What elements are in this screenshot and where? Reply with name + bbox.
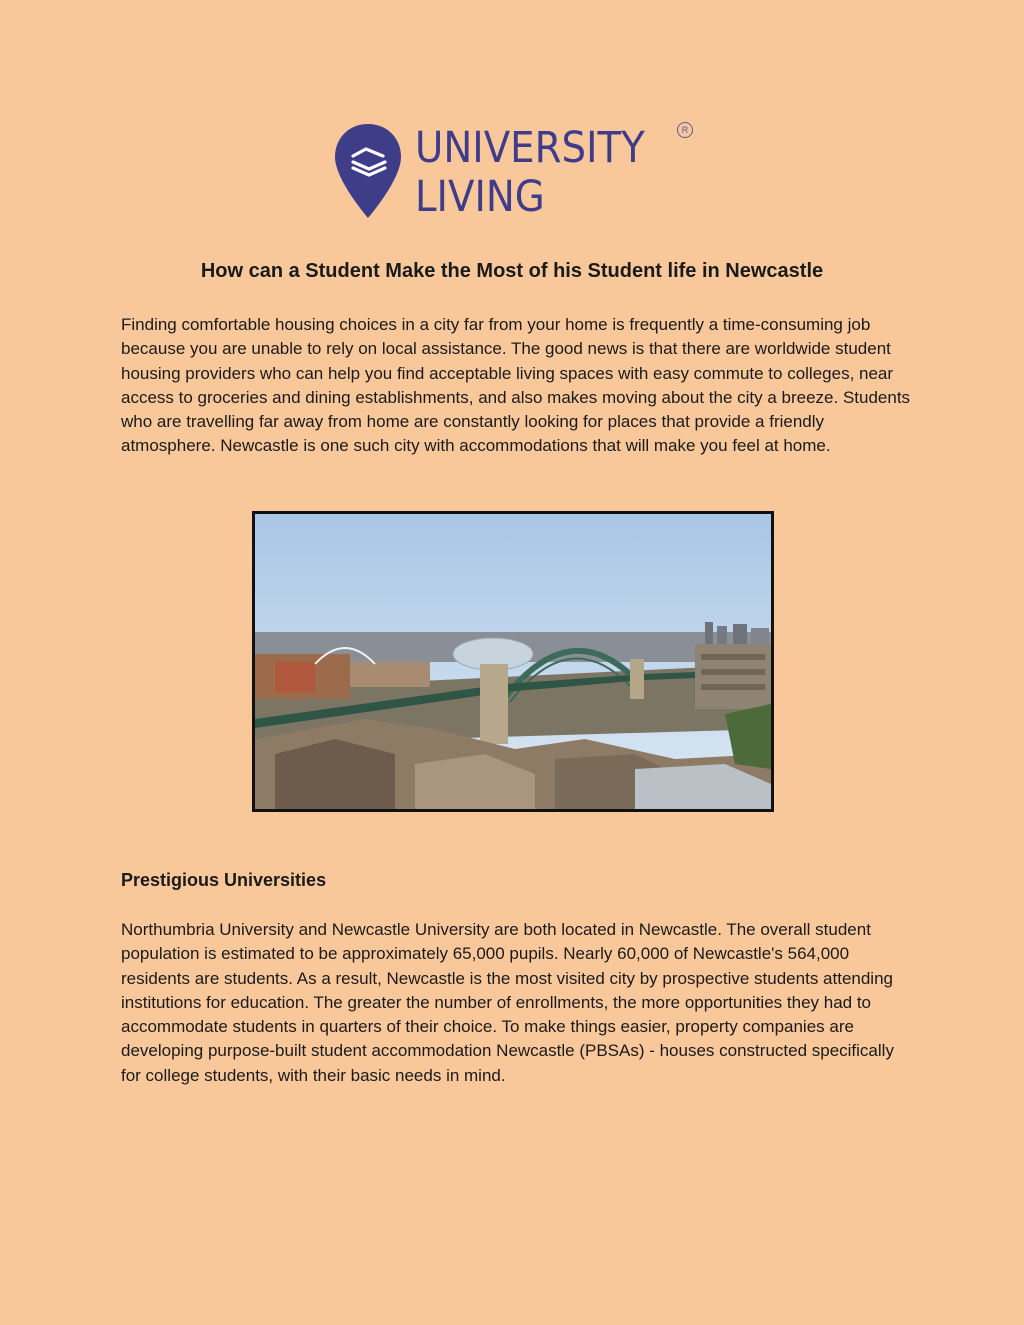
newcastle-photo	[252, 511, 774, 812]
intro-paragraph: Finding comfortable housing choices in a city far from your home is frequently a time-consuming job because you are unable to rely on local assistance. The good news is that there are worldwide student housing providers who can help you find acceptable living spaces with easy commute to colleges, near access to groceries and dining establishments, and also makes moving about the city a breeze. Students who are travelling far away from home are constantly looking for places that provide a friendly atmosphere. Newcastle is one such city with accommodations that will make you feel at home.	[121, 315, 911, 456]
page-title: How can a Student Make the Most of his Student life in Newcastle	[200, 260, 824, 282]
section-heading: Prestigious Universities	[121, 870, 327, 890]
logo-text-university: UNIVERSITY	[415, 123, 645, 173]
registered-mark: R	[677, 122, 693, 138]
brand-logo	[333, 122, 693, 222]
logo-text-living: LIVING	[415, 172, 545, 222]
map-pin-book-icon	[333, 122, 403, 220]
newcastle-bridges-image	[255, 514, 771, 809]
section-paragraph: Northumbria University and Newcastle University are both located in Newcastle. The overall student population is estimated to be approximately 65,000 pupils. Nearly 60,000 of Newcastle's 564,000 residents are students. As a result, Newcastle is the most visited city by prospective students attending institutions for education. The greater the number of enrollments, the more opportunities they had to accommodate students in quarters of their choice. To make things easier, property companies are developing purpose-built student accommodation Newcastle (PBSAs) - houses constructed specifically for college students, with their basic needs in mind.	[121, 920, 894, 1085]
